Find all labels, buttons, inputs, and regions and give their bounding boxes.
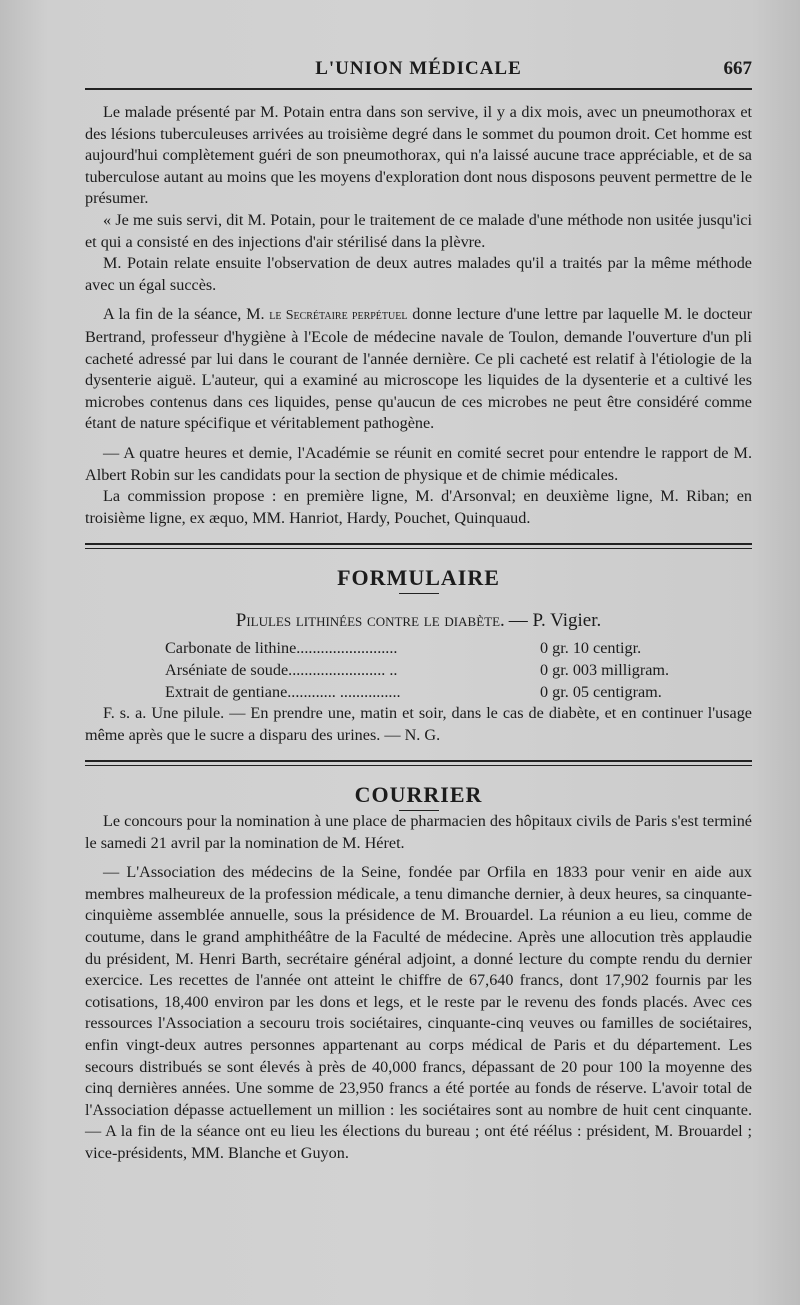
ingredient-list: [165, 638, 705, 703]
ingredient-qty: 0 gr. 10 centigr.: [540, 639, 642, 658]
running-title: L'UNION MÉDICALE: [315, 58, 522, 79]
secretary-before: A la fin de la séance, M.: [103, 305, 265, 324]
header-rule: [85, 88, 752, 90]
article-body: [85, 102, 752, 1165]
paragraph: — L'Association des médecins de la Seine, fondée par Orfila en 1833 pour venir en aide aux membres malheureux de la profession médicale, a tenu dimanche dernier, à deux heures, sa cinquante-cinquième assemblée annuelle, sous la présidence de M. Brouardel. La réunion a eu lieu, comme de coutume, dans le grand amphithéâtre de la Faculté de médecine. Après une allocution très applaudie du président, M. Henri Barth, secrétaire général adjoint, a donné lecture du compte rendu du dernier exercice. Les recettes de l'année ont atteint le chiffre de 67,640 francs, dont 17,902 fournis par les cotisations, 18,400 environ par les dons et legs, et le reste par le revenu des fonds placés. Avec ces ressources l'Association a secouru trois sociétaires, cinquante-cinq veuves ou familles de sociétaires, enfin vingt-deux autres personnes appartenant au corps médical de Paris et du département. Les secours distribués se sont élevés à près de 40,000 francs, dépassant de 20 pour 100 la moyenne des cinq dernières années. Une somme de 23,950 francs a été portée au fonds de réserve. L'avoir total de l'Association dépasse actuellement un million : les sociétaires sont au nombre de huit cent cinquante. — A la fin de la séance ont eu lieu les élections du bureau ; ont été réélus : président, M. Brouardel ; vice-présidents, MM. Blanche et Guyon.: [85, 863, 752, 1162]
recipe-heading: [85, 610, 752, 633]
secretary-title: le Secrétaire perpétuel: [269, 308, 408, 324]
paragraph: Le concours pour la nomination à une place de pharmacien des hôpitaux civils de Paris s'est terminé le samedi 21 avril par la nomination de M. Héret.: [85, 812, 752, 852]
ingredient-name: Carbonate de lithine.........................: [165, 639, 398, 658]
ingredient-row: [165, 638, 705, 660]
courrier-title: COURRIER: [354, 782, 483, 808]
recipe-note: F. s. a. Une pilule. — En prendre une, matin et soir, dans le cas de diabète, et en continuer l'usage même après que le sucre a disparu des urines. — N. G.: [85, 704, 752, 744]
section-rule: [85, 760, 752, 766]
secretary-paragraph: [85, 304, 752, 435]
ingredient-name: Arséniate de soude........................ ..: [165, 661, 398, 680]
ingredient-qty: 0 gr. 05 centigram.: [540, 682, 662, 701]
paragraph: « Je me suis servi, dit M. Potain, pour le traitement de ce malade d'une méthode non usitée jusqu'ici et qui a consisté en des injections d'air stérilisé dans la plèvre.: [85, 210, 752, 251]
recipe-author: — P. Vigier.: [508, 609, 602, 631]
paragraph: — A quatre heures et demie, l'Académie se réunit en comité secret pour entendre le rapport de M. Albert Robin sur les candidats pour la section de physique et de chimie médicales.: [85, 443, 752, 484]
paragraph: M. Potain relate ensuite l'observation de deux autres malades qu'il a traités par la même méthode avec un égal succès.: [85, 254, 752, 294]
ingredient-qty: 0 gr. 003 milligram.: [540, 661, 670, 680]
title-underline: [399, 593, 439, 594]
section-rule: [85, 543, 752, 549]
ingredient-row: [165, 682, 705, 704]
formulaire-title: FORMULAIRE: [337, 565, 500, 591]
recipe-title: Pilules lithinées contre le diabète.: [235, 609, 505, 631]
ingredient-name: Extrait de gentiane............ ...............: [165, 682, 401, 701]
ingredient-row: [165, 660, 705, 682]
paragraph: Le malade présenté par M. Potain entra dans son servive, il y a dix mois, avec un pneumothorax et des lésions tuberculeuses arrivées au troisième degré dans le sommet du poumon droit. Cet homme est aujourd'hui complètement guéri de son pneumothorax, qui n'a laissé aucune trace appréciable, et de sa tuberculose autant au moins que les moyens d'exploration dont nous disposons peuvent permettre de le présumer.: [85, 103, 752, 208]
running-head: [85, 58, 752, 82]
page-number: 667: [723, 58, 752, 79]
paragraph: La commission propose : en première ligne, M. d'Arsonval; en deuxième ligne, M. Riban; en troisième ligne, ex æquo, MM. Hanriot, Hardy, Pouchet, Quinquaud.: [85, 487, 752, 527]
secretary-after: donne lecture d'une lettre par laquelle M. le docteur Bertrand, professeur d'hygiène à l'Ecole de médecine navale de Toulon, demande l'ouverture d'un pli cacheté adressé par lui dans le courant de l'année dernière. Ce pli cacheté est relatif à l'étiologie de la dysenterie aiguë. L'auteur, qui a examiné au microscope les liquides de la dysenterie et a cultivé les microbes contenus dans ces liquides, pense qu'aucun de ces microbes ne peut être considéré comme étant de nature spécifique et véritablement pathogène.: [85, 305, 753, 433]
